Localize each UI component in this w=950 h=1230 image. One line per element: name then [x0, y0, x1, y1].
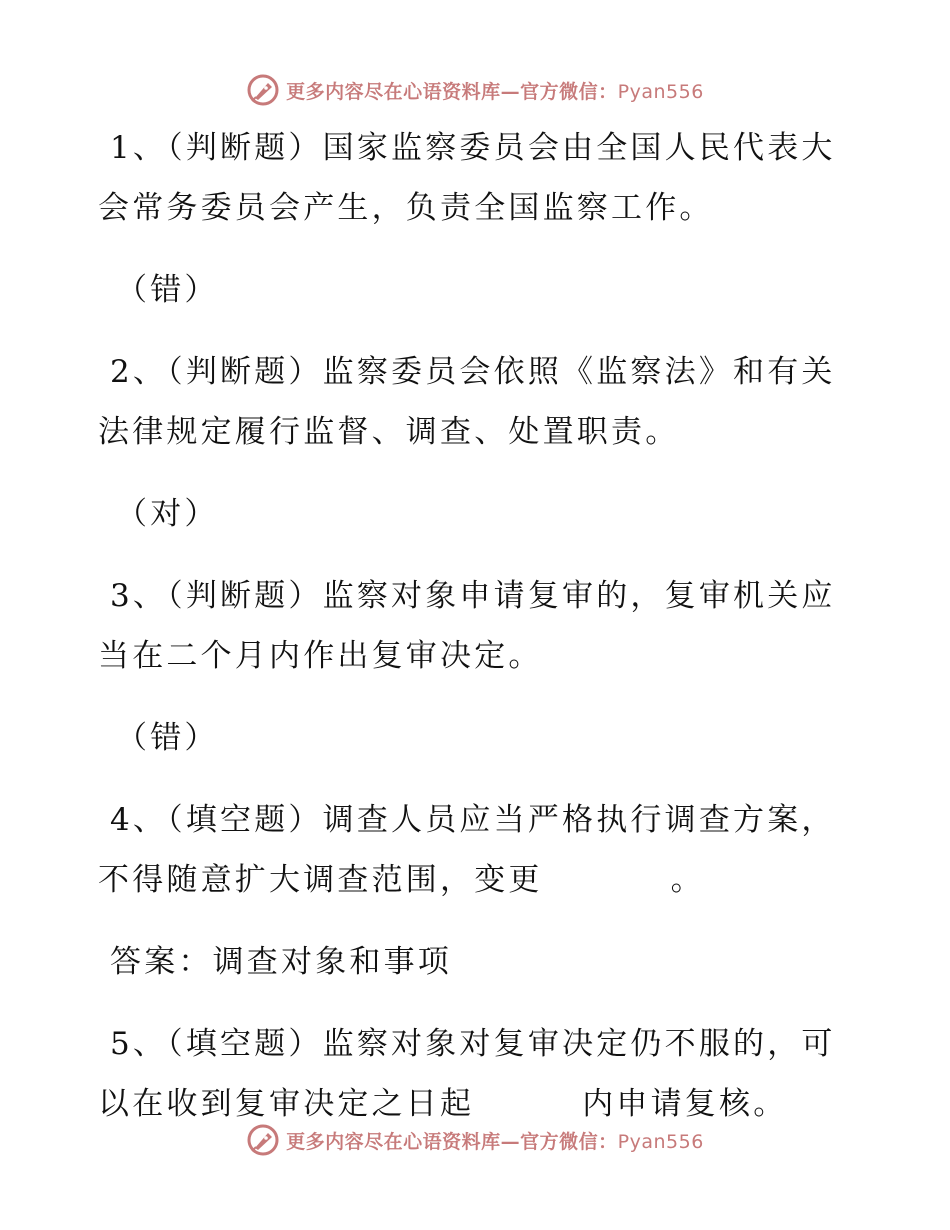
question-5 [98, 1014, 858, 1134]
question-3-line-2: 当在二个月内作出复审决定。 [98, 638, 543, 674]
pen-nib-logo-icon [246, 1123, 280, 1157]
banner-text: 更多内容尽在心语资料库—官方微信：Pyan556 [286, 1130, 704, 1153]
question-3 [98, 566, 858, 768]
footer-banner [0, 1120, 950, 1160]
question-5-line-1: 5、（填空题）监察对象对复审决定仍不服的，可 [110, 1026, 836, 1062]
question-1 [98, 118, 858, 320]
question-2-line-1: 2、（判断题）监察委员会依照《监察法》和有关 [110, 354, 836, 390]
question-4 [98, 790, 858, 992]
wechat-id: Pyan556 [617, 80, 704, 103]
question-4-line-1: 4、（填空题）调查人员应当严格执行调查方案， [110, 802, 836, 838]
question-1-line-2: 会常务委员会产生，负责全国监察工作。 [98, 190, 714, 226]
document-body [98, 118, 858, 1134]
question-3-answer: （错） [116, 720, 219, 756]
banner-text: 更多内容尽在心语资料库—官方微信：Pyan556 [286, 80, 704, 103]
question-5-line-2: 以在收到复审决定之日起 内申请复核。 [98, 1086, 788, 1122]
question-3-line-1: 3、（判断题）监察对象申请复审的，复审机关应 [110, 578, 836, 614]
question-1-answer: （错） [116, 272, 219, 308]
question-2-line-2: 法律规定履行监督、调查、处置职责。 [98, 414, 680, 450]
question-2 [98, 342, 858, 544]
question-4-answer: 答案：调查对象和事项 [110, 944, 452, 980]
wechat-id: Pyan556 [617, 1130, 704, 1153]
header-banner [0, 70, 950, 110]
question-2-answer: （对） [116, 496, 219, 532]
pen-nib-logo-icon [246, 73, 280, 107]
question-4-line-2: 不得随意扩大调查范围，变更 。 [98, 862, 705, 898]
question-1-line-1: 1、（判断题）国家监察委员会由全国人民代表大 [110, 130, 836, 166]
